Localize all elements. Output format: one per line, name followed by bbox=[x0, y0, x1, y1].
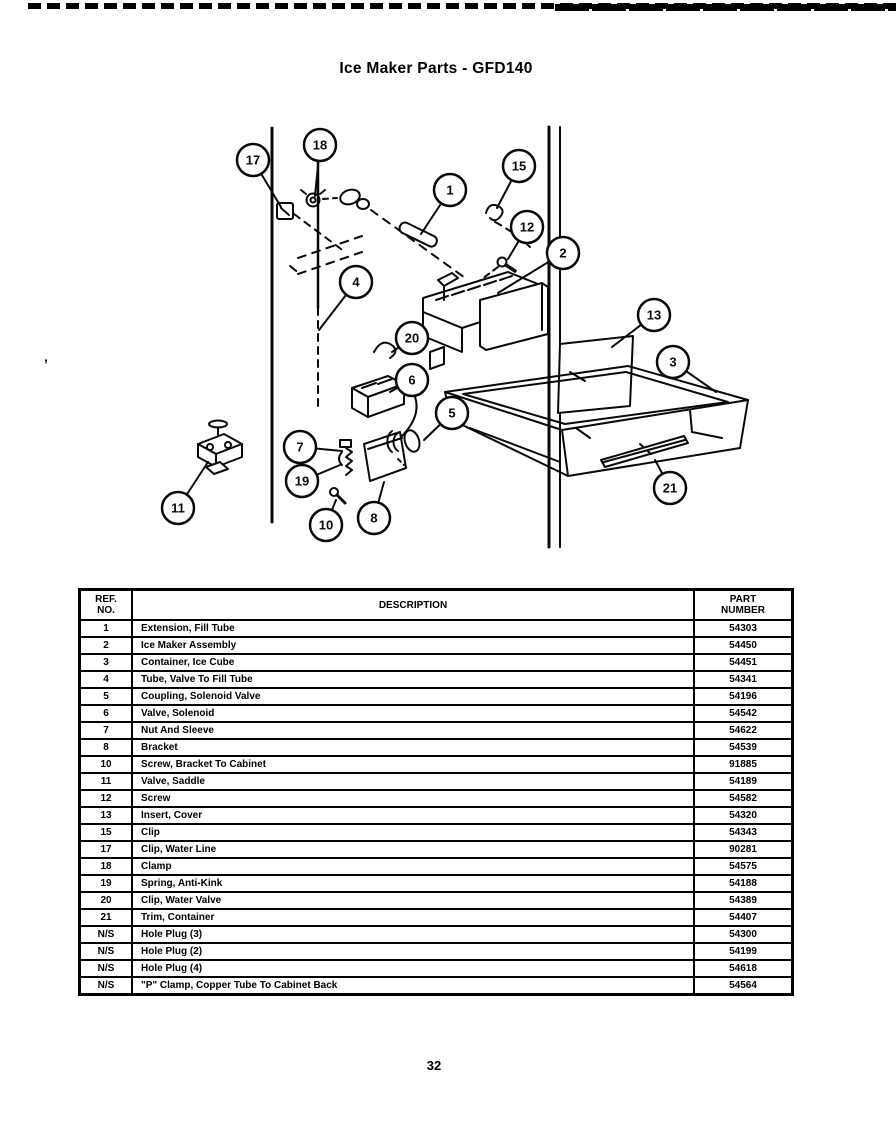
cell-ref: N/S bbox=[80, 926, 133, 943]
cell-desc: Insert, Cover bbox=[132, 807, 694, 824]
cell-desc: Bracket bbox=[132, 739, 694, 756]
cell-part: 54389 bbox=[694, 892, 793, 909]
cell-ref: N/S bbox=[80, 960, 133, 977]
table-row bbox=[80, 637, 793, 654]
cell-ref: 2 bbox=[80, 637, 133, 654]
nut-sleeve-spring-parts bbox=[339, 440, 352, 475]
table-row bbox=[80, 909, 793, 926]
callout-circles bbox=[162, 129, 689, 541]
cell-desc: Screw bbox=[132, 790, 694, 807]
callout-number: 17 bbox=[245, 152, 261, 168]
cell-part: 54188 bbox=[694, 875, 793, 892]
cell-part: 54341 bbox=[694, 671, 793, 688]
bracket-part bbox=[364, 432, 406, 481]
cell-ref: 6 bbox=[80, 705, 133, 722]
cell-ref: 17 bbox=[80, 841, 133, 858]
exploded-parts-diagram bbox=[0, 105, 896, 585]
table-row bbox=[80, 977, 793, 995]
page-title: Ice Maker Parts - GFD140 bbox=[339, 60, 533, 77]
screw-10-part bbox=[330, 488, 345, 503]
cell-ref: 7 bbox=[80, 722, 133, 739]
table-row bbox=[80, 756, 793, 773]
cell-ref: 5 bbox=[80, 688, 133, 705]
cell-desc: Screw, Bracket To Cabinet bbox=[132, 756, 694, 773]
cell-part: 54196 bbox=[694, 688, 793, 705]
header-ref-no: REF. NO. bbox=[80, 590, 133, 621]
cell-part: 54320 bbox=[694, 807, 793, 824]
water-line-clip-part bbox=[277, 203, 345, 252]
cell-part: 54303 bbox=[694, 620, 793, 637]
callout-number: 6 bbox=[408, 372, 416, 388]
table-row bbox=[80, 943, 793, 960]
cell-desc: Tube, Valve To Fill Tube bbox=[132, 671, 694, 688]
table-row bbox=[80, 654, 793, 671]
parts-table-body bbox=[80, 620, 793, 995]
cell-ref: N/S bbox=[80, 943, 133, 960]
table-row bbox=[80, 892, 793, 909]
table-row bbox=[80, 688, 793, 705]
cell-part: 54618 bbox=[694, 960, 793, 977]
cell-part: 54564 bbox=[694, 977, 793, 995]
cell-ref: 1 bbox=[80, 620, 133, 637]
clamp-part bbox=[301, 190, 325, 207]
scan-artifact-top-right bbox=[555, 4, 896, 11]
cell-ref: 20 bbox=[80, 892, 133, 909]
callout-number: 18 bbox=[312, 137, 328, 153]
cell-ref: 10 bbox=[80, 756, 133, 773]
callout-number: 3 bbox=[669, 354, 677, 370]
table-row bbox=[80, 824, 793, 841]
callout-number: 7 bbox=[296, 439, 304, 455]
table-row bbox=[80, 739, 793, 756]
cell-ref: 3 bbox=[80, 654, 133, 671]
callout-number: 20 bbox=[404, 330, 420, 346]
cell-part: 54407 bbox=[694, 909, 793, 926]
cell-desc: Ice Maker Assembly bbox=[132, 637, 694, 654]
cell-desc: Container, Ice Cube bbox=[132, 654, 694, 671]
scan-artifact-mark: ’ bbox=[44, 356, 48, 372]
table-row bbox=[80, 773, 793, 790]
callout-number: 10 bbox=[318, 517, 334, 533]
ice-maker-assembly-part bbox=[423, 272, 548, 369]
cell-part: 91885 bbox=[694, 756, 793, 773]
table-row bbox=[80, 620, 793, 637]
callout-number: 2 bbox=[559, 245, 567, 261]
cell-ref: 4 bbox=[80, 671, 133, 688]
cell-ref: 13 bbox=[80, 807, 133, 824]
callout-number: 11 bbox=[171, 500, 185, 516]
callout-number: 4 bbox=[352, 274, 360, 290]
callout-number: 19 bbox=[294, 473, 310, 489]
header-part-number: PART NUMBER bbox=[694, 590, 793, 621]
parts-table bbox=[78, 588, 794, 996]
cell-part: 54575 bbox=[694, 858, 793, 875]
cell-part: 54622 bbox=[694, 722, 793, 739]
cell-desc: Clamp bbox=[132, 858, 694, 875]
parts-table-header bbox=[80, 590, 793, 621]
table-row bbox=[80, 960, 793, 977]
callout-number: 21 bbox=[662, 480, 678, 496]
cell-part: 54300 bbox=[694, 926, 793, 943]
cell-desc: Clip, Water Line bbox=[132, 841, 694, 858]
cell-ref: 19 bbox=[80, 875, 133, 892]
cell-desc: Extension, Fill Tube bbox=[132, 620, 694, 637]
cell-part: 54343 bbox=[694, 824, 793, 841]
callout-number: 15 bbox=[511, 158, 527, 174]
fill-tube-part bbox=[398, 221, 439, 248]
cell-ref: 11 bbox=[80, 773, 133, 790]
cell-part: 54189 bbox=[694, 773, 793, 790]
table-row bbox=[80, 790, 793, 807]
callout-number: 13 bbox=[646, 307, 662, 323]
cell-part: 54451 bbox=[694, 654, 793, 671]
table-row bbox=[80, 671, 793, 688]
callout-number: 12 bbox=[519, 219, 535, 235]
header-description: DESCRIPTION bbox=[132, 590, 694, 621]
table-row bbox=[80, 875, 793, 892]
callout-number: 8 bbox=[370, 510, 378, 526]
cell-desc: Nut And Sleeve bbox=[132, 722, 694, 739]
table-row bbox=[80, 841, 793, 858]
cell-desc: Hole Plug (3) bbox=[132, 926, 694, 943]
cell-desc: Hole Plug (2) bbox=[132, 943, 694, 960]
table-row bbox=[80, 926, 793, 943]
trim-part bbox=[601, 436, 688, 467]
cell-desc: Spring, Anti-Kink bbox=[132, 875, 694, 892]
cell-desc: Hole Plug (4) bbox=[132, 960, 694, 977]
table-row bbox=[80, 858, 793, 875]
cell-desc: Valve, Saddle bbox=[132, 773, 694, 790]
cell-ref: 8 bbox=[80, 739, 133, 756]
cell-ref: N/S bbox=[80, 977, 133, 995]
cell-part: 54199 bbox=[694, 943, 793, 960]
cell-desc: Clip, Water Valve bbox=[132, 892, 694, 909]
cell-ref: 21 bbox=[80, 909, 133, 926]
page-number: 32 bbox=[426, 1058, 442, 1073]
cell-desc: Valve, Solenoid bbox=[132, 705, 694, 722]
cell-part: 54542 bbox=[694, 705, 793, 722]
cell-part: 90281 bbox=[694, 841, 793, 858]
cell-desc: "P" Clamp, Copper Tube To Cabinet Back bbox=[132, 977, 694, 995]
callout-number: 1 bbox=[446, 182, 454, 198]
cell-ref: 18 bbox=[80, 858, 133, 875]
cell-ref: 15 bbox=[80, 824, 133, 841]
cell-desc: Coupling, Solenoid Valve bbox=[132, 688, 694, 705]
cell-part: 54539 bbox=[694, 739, 793, 756]
callout-number: 5 bbox=[448, 405, 456, 421]
table-row bbox=[80, 705, 793, 722]
cell-part: 54582 bbox=[694, 790, 793, 807]
cell-part: 54450 bbox=[694, 637, 793, 654]
table-row bbox=[80, 722, 793, 739]
cell-desc: Clip bbox=[132, 824, 694, 841]
table-row bbox=[80, 807, 793, 824]
cell-desc: Trim, Container bbox=[132, 909, 694, 926]
cell-ref: 12 bbox=[80, 790, 133, 807]
